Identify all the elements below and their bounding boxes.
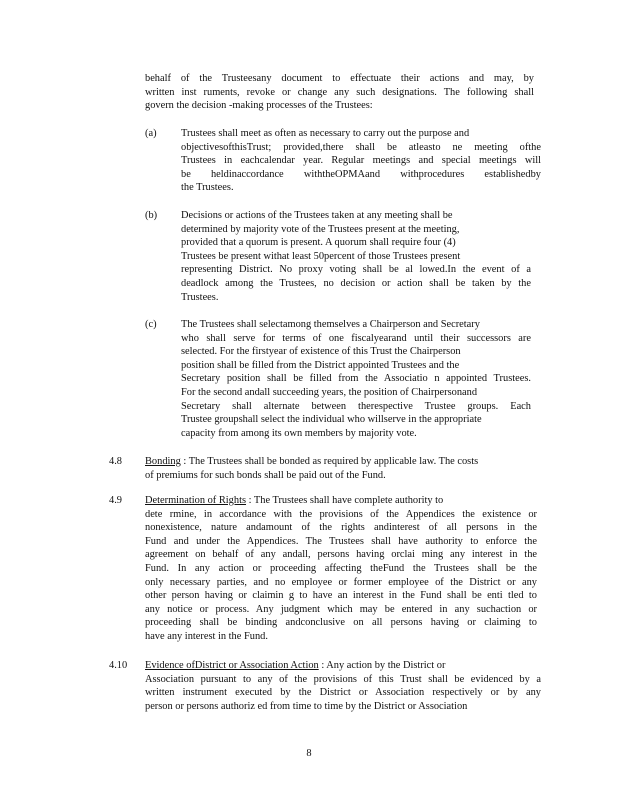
item-label-a: (a) [145, 128, 157, 139]
intro-paragraph [145, 72, 534, 113]
text-line: Fund and under the Appendices. The Trustees shall have authority to enforce the [145, 535, 537, 547]
text-line: For the second andall succeeding years, the position of Chairpersonand [181, 386, 478, 398]
heading-line-text: The Trustees shall have complete authority to [251, 495, 444, 506]
item-c-paragraph [181, 318, 531, 440]
text-line: agreement on behalf of any andall, persons having orclai ming any interest in the [145, 549, 537, 561]
section-number: 4.9 [109, 495, 122, 506]
text-line: Trustees be present withat least 50percent of those Trustees present [181, 250, 461, 262]
section-heading: Bonding [145, 456, 181, 467]
page-number: 8 [306, 748, 312, 759]
section-number: 4.10 [109, 660, 128, 671]
text-line: position shall be filled from the District appointed Trustees and the [181, 359, 460, 371]
text-line: Decisions or actions of the Trustees taken at any meeting shall be [181, 210, 453, 221]
text-line [145, 455, 530, 469]
item-b-paragraph [181, 209, 531, 304]
text-line: determined by majority vote of the Trustees present at the meeting, [181, 223, 460, 235]
text-line: selected. For the firstyear of existence of this Trust the Chairperson [181, 346, 461, 358]
text-line: any notice or process. Any judgment which may be entered in any suchaction or [145, 603, 537, 615]
section-heading: Evidence ofDistrict or Association Action [145, 660, 319, 671]
text-line: govern the decision -making processes of the Trustees: [145, 100, 373, 112]
text-line: Secretary position shall be filled from the Associatio n appointed Trustees. [181, 373, 531, 385]
text-line [145, 494, 537, 508]
item-label-b: (b) [145, 210, 158, 221]
text-line: Secretary shall alternate between therespective Trustee groups. Each [181, 400, 531, 412]
heading-line-text: Any action by the District or [324, 660, 446, 671]
text-line: Trustees in eachcalendar year. Regular meetings and special meetings will [181, 155, 541, 167]
text-line: written instrument executed by the District or Association respectively or by any [145, 687, 541, 699]
text-line: behalf of the Trusteesany document to effectuate their actions and may, by [145, 73, 534, 84]
text-line: Fund. In any action or proceeding affecting theFund the Trustees shall be the [145, 562, 537, 574]
text-line: Association pursuant to any of the provisions of this Trust shall be evidenced by a [145, 673, 541, 685]
text-line: have any interest in the Fund. [145, 630, 268, 642]
heading-line-text: The Trustees shall be bonded as required by applicable law. The costs [186, 456, 479, 467]
text-line: Trustees shall meet as often as necessary to carry out the purpose and [181, 128, 470, 139]
text-line: who shall serve for terms of one fiscalyearand until their successors are [181, 332, 531, 344]
text-line: dete rmine, in accordance with the provisions of the Appendices the existence or [145, 508, 537, 520]
heading-suffix: : [318, 660, 325, 671]
text-line: of premiums for such bonds shall be paid out of the Fund. [145, 469, 386, 481]
text-line: Trustee groupshall select the individual who willserve in the appropriate [181, 414, 482, 426]
heading-suffix: : [180, 456, 187, 467]
text-line [145, 659, 541, 673]
section-4-8-paragraph [145, 455, 530, 482]
text-line: written inst ruments, revoke or change any such designations. The following shall [145, 86, 534, 98]
text-line: proceeding shall be binding andconclusive on all persons having or claiming to [145, 617, 537, 629]
section-4-9-paragraph [145, 494, 537, 644]
item-label-c: (c) [145, 319, 157, 330]
text-line: be heldinaccordance withtheOPMAand withprocedures establishedby [181, 168, 541, 180]
section-number: 4.8 [109, 456, 122, 467]
text-line: objectivesofthisTrust; provided,there shall be atleasto ne meeting ofthe [181, 141, 541, 153]
heading-suffix: : [246, 495, 252, 506]
text-line: The Trustees shall selectamong themselves a Chairperson and Secretary [181, 319, 480, 330]
section-heading: Determination of Rights [145, 495, 247, 506]
text-line: representing District. No proxy voting shall be al lowed.In the event of a [181, 264, 531, 276]
section-4-10-paragraph [145, 659, 541, 713]
text-line: only necessary parties, and no employee or former employee of the District or any [145, 576, 537, 588]
text-line: Trustees. [181, 291, 219, 303]
text-line: the Trustees. [181, 182, 234, 194]
text-line: nonexistence, nature andamount of the rights andinterest of all persons in the [145, 522, 537, 534]
text-line: deadlock among the Trustees, no decision or action shall be taken by the [181, 277, 531, 289]
text-line: provided that a quorum is present. A quorum shall require four (4) [181, 237, 456, 249]
text-line: person or persons authoriz ed from time to time by the District or Association [145, 700, 468, 712]
text-line: other person having or claimin g to have an interest in the Fund shall be enti tled to [145, 590, 537, 602]
text-line: capacity from among its own members by majority vote. [181, 427, 417, 439]
item-a-paragraph [181, 127, 541, 195]
